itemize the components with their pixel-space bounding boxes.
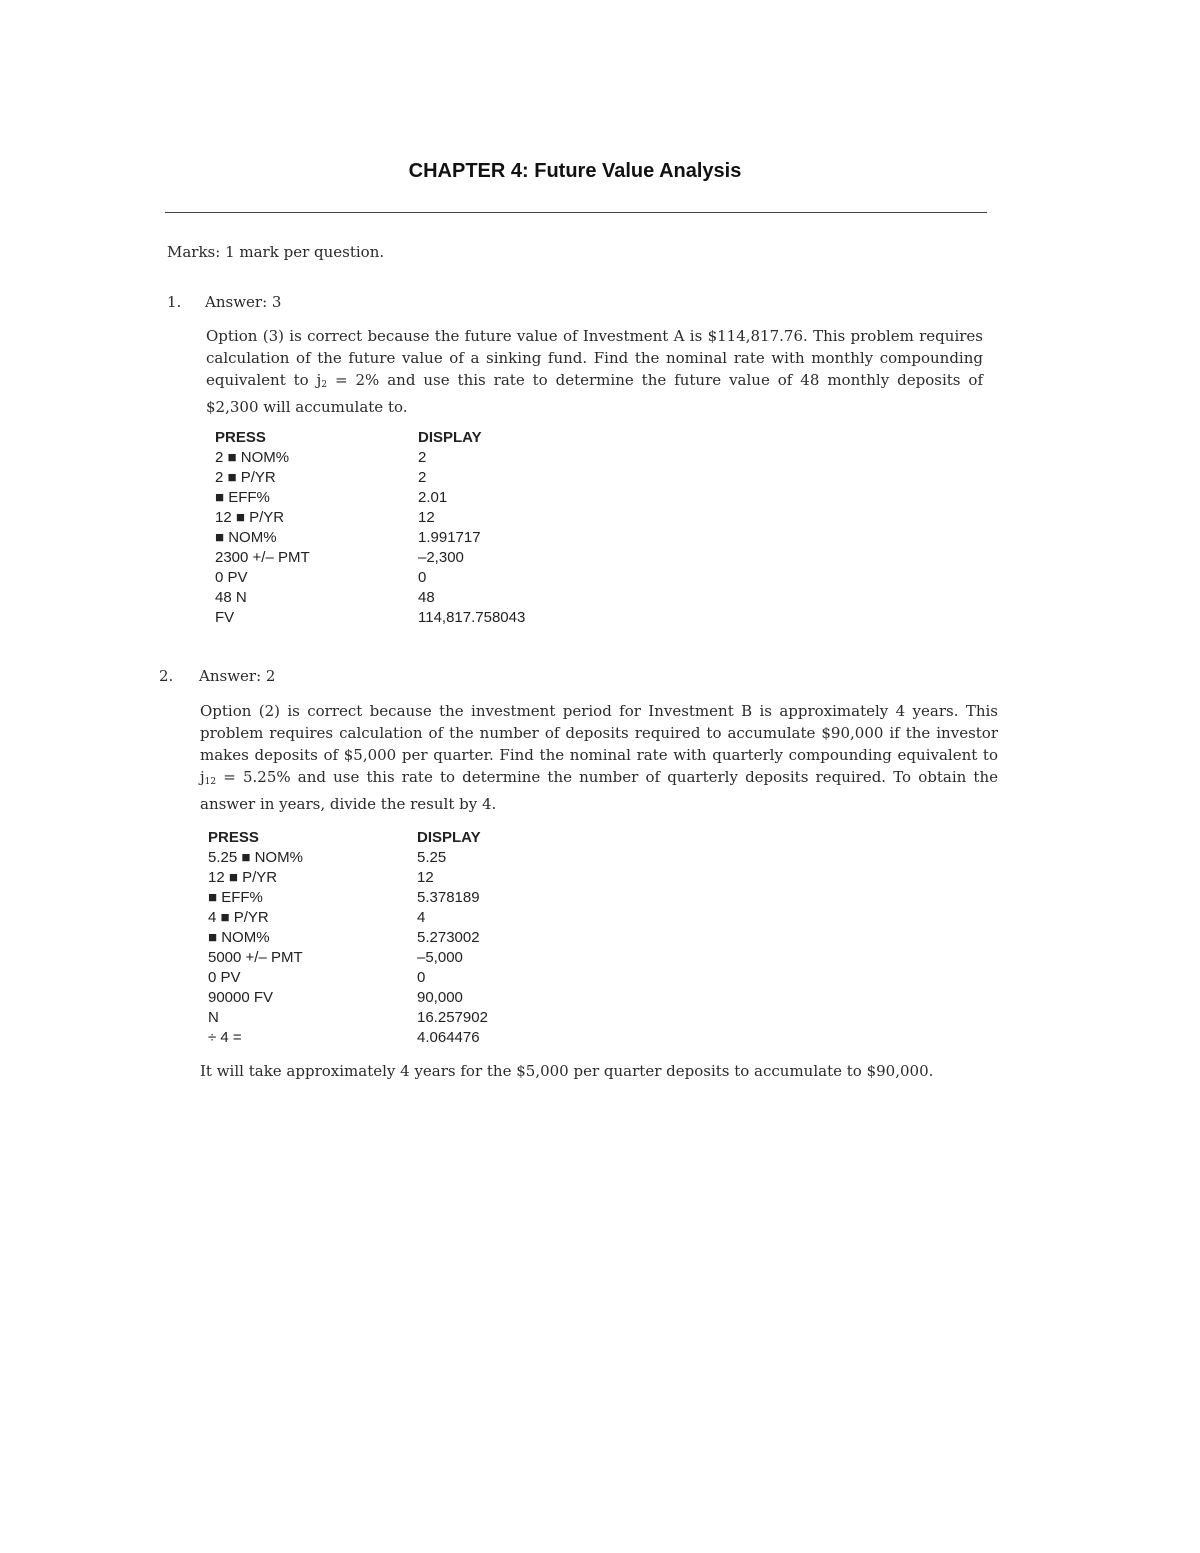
question-explanation: [200, 700, 998, 815]
question-number: 2.: [159, 667, 174, 685]
question-answer: Answer: 2: [199, 667, 276, 685]
table-row: [208, 848, 488, 868]
table-row: [208, 1008, 488, 1028]
table-header-row: [215, 428, 525, 448]
press-header: PRESS: [215, 429, 266, 446]
display-cell: 4: [417, 909, 426, 926]
table-row: [208, 868, 488, 888]
press-cell: 5.25 ■ NOM%: [208, 849, 303, 866]
press-cell: 12 ■ P/YR: [215, 509, 285, 526]
press-cell: 4 ■ P/YR: [208, 909, 269, 926]
press-cell: 12 ■ P/YR: [208, 869, 278, 886]
table-row: [208, 988, 488, 1008]
press-cell: 2 ■ NOM%: [215, 449, 290, 466]
display-cell: 2: [418, 469, 427, 486]
table-row: [208, 888, 488, 908]
press-cell: ■ NOM%: [215, 529, 277, 546]
question-conclusion: It will take approximately 4 years for the $5,000 per quarter deposits to accumulate to $90,000.: [200, 1062, 934, 1080]
table-row: [215, 608, 525, 628]
press-header: PRESS: [208, 829, 259, 846]
calculator-table: [208, 828, 488, 1048]
table-row: [215, 508, 525, 528]
display-cell: 0: [418, 569, 427, 586]
marks-note: Marks: 1 mark per question.: [167, 243, 385, 261]
table-row: [208, 1028, 488, 1048]
display-header: DISPLAY: [417, 829, 481, 846]
press-cell: ÷ 4 =: [208, 1029, 242, 1046]
explanation-text: Option (3) is correct because the future value of Investment A is $114,817.76. This problem requires calculation of the future value of a sinking fund. Find the nominal rate with monthly compounding equivalent to j: [206, 327, 983, 389]
display-header: DISPLAY: [418, 429, 482, 446]
table-row: [208, 968, 488, 988]
display-cell: –5,000: [417, 949, 463, 966]
page-title: CHAPTER 4: Future Value Analysis: [408, 160, 742, 182]
press-cell: N: [208, 1009, 219, 1026]
table-row: [215, 488, 525, 508]
press-cell: 0 PV: [208, 969, 241, 986]
display-cell: 12: [417, 869, 434, 886]
table-row: [215, 588, 525, 608]
press-cell: 0 PV: [215, 569, 248, 586]
display-cell: 16.257902: [417, 1009, 488, 1026]
table-row: [208, 928, 488, 948]
display-cell: 5.25: [417, 849, 447, 866]
display-cell: 2.01: [418, 489, 448, 506]
display-cell: 5.273002: [417, 929, 480, 946]
explanation-text: = 2% and use this rate to determine the future value of 48 monthly deposits of $2,300 will accumulate to.: [206, 371, 983, 416]
explanation-text: Option (2) is correct because the investment period for Investment B is approximately 4 years. This problem requires calculation of the number of deposits required to accumulate $90,000 if the investor makes deposits of $5,000 per quarter. Find the nominal rate with quarterly compounding equivalent to j: [200, 702, 998, 786]
press-cell: 5000 +/– PMT: [208, 949, 303, 966]
subscript: 2: [321, 380, 328, 390]
press-cell: ■ EFF%: [215, 489, 270, 506]
display-cell: 90,000: [417, 989, 463, 1006]
table-row: [208, 908, 488, 928]
explanation-text: = 5.25% and use this rate to determine the number of quarterly deposits required. To obtain the answer in years, divide the result by 4.: [200, 768, 998, 813]
table-row: [215, 568, 525, 588]
question-explanation: [206, 325, 983, 418]
table-row: [215, 448, 525, 468]
question-answer: Answer: 3: [205, 293, 282, 311]
table-row: [215, 468, 525, 488]
subscript: 12: [204, 777, 217, 787]
display-cell: 114,817.758043: [418, 609, 526, 626]
press-cell: FV: [215, 609, 235, 626]
display-cell: 12: [418, 509, 435, 526]
table-header-row: [208, 828, 488, 848]
display-cell: –2,300: [418, 549, 464, 566]
table-row: [208, 948, 488, 968]
table-row: [215, 528, 525, 548]
display-cell: 2: [418, 449, 427, 466]
calculator-table: [215, 428, 525, 628]
display-cell: 5.378189: [417, 889, 480, 906]
question-number: 1.: [167, 293, 182, 311]
title-divider: [165, 212, 987, 213]
press-cell: 2 ■ P/YR: [215, 469, 276, 486]
table-row: [215, 548, 525, 568]
display-cell: 0: [417, 969, 426, 986]
press-cell: ■ EFF%: [208, 889, 263, 906]
press-cell: 2300 +/– PMT: [215, 549, 310, 566]
display-cell: 48: [418, 589, 435, 606]
display-cell: 4.064476: [417, 1029, 480, 1046]
display-cell: 1.991717: [418, 529, 481, 546]
press-cell: ■ NOM%: [208, 929, 270, 946]
press-cell: 48 N: [215, 589, 247, 606]
press-cell: 90000 FV: [208, 989, 274, 1006]
